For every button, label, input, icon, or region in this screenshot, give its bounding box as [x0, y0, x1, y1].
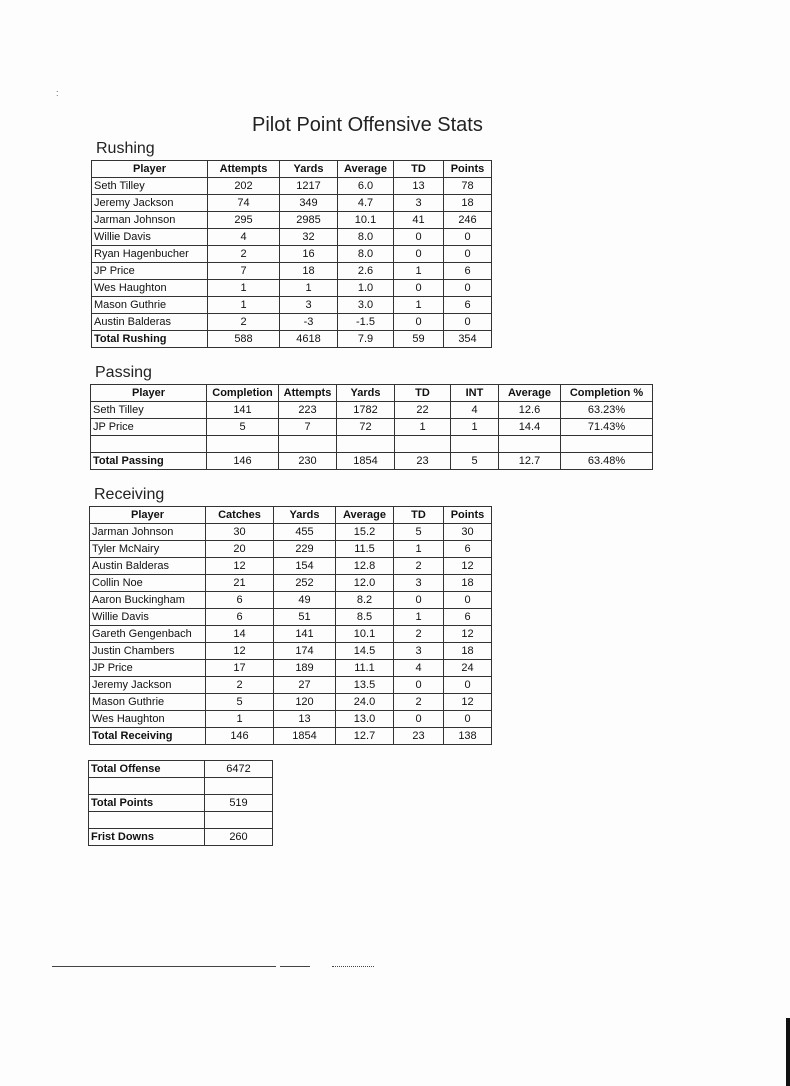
player-name: Mason Guthrie — [90, 694, 206, 711]
stat-cell: 2985 — [280, 212, 338, 229]
player-name: Seth Tilley — [91, 402, 207, 419]
stat-cell: 2.6 — [338, 263, 394, 280]
player-name: Ryan Hagenbucher — [92, 246, 208, 263]
total-value: 12.7 — [499, 453, 561, 470]
receiving-heading: Receiving — [94, 486, 165, 503]
stat-cell: 78 — [444, 178, 492, 195]
total-value: 7.9 — [338, 331, 394, 348]
stat-cell: 1 — [394, 297, 444, 314]
table-row — [92, 280, 492, 297]
player-name: Seth Tilley — [92, 178, 208, 195]
total-value: 146 — [207, 453, 279, 470]
stat-cell: 0 — [394, 711, 444, 728]
stat-cell — [279, 436, 337, 453]
stat-cell: 0 — [394, 246, 444, 263]
table-row — [90, 558, 492, 575]
stat-cell: 0 — [444, 592, 492, 609]
stat-cell: 4 — [394, 660, 444, 677]
table-row — [90, 711, 492, 728]
player-name: Austin Balderas — [92, 314, 208, 331]
player-name: Collin Noe — [90, 575, 206, 592]
rushing-heading: Rushing — [96, 140, 155, 157]
stat-cell: 1 — [395, 419, 451, 436]
player-name: Mason Guthrie — [92, 297, 208, 314]
stat-cell: 295 — [208, 212, 280, 229]
stat-cell: 8.2 — [336, 592, 394, 609]
stat-cell: 141 — [274, 626, 336, 643]
table-row — [90, 694, 492, 711]
table-row — [90, 541, 492, 558]
summary-label: Total Offense — [89, 761, 205, 778]
summary-label — [89, 812, 205, 829]
stat-cell: 74 — [208, 195, 280, 212]
stat-cell: 0 — [394, 229, 444, 246]
column-header: Attempts — [208, 161, 280, 178]
table-row — [90, 677, 492, 694]
stat-cell: 7 — [279, 419, 337, 436]
stat-cell: 6.0 — [338, 178, 394, 195]
table-row — [92, 178, 492, 195]
column-header: INT — [451, 385, 499, 402]
summary-row — [89, 778, 273, 795]
stat-cell: 63.23% — [561, 402, 653, 419]
table-row — [91, 436, 653, 453]
stat-cell: 71.43% — [561, 419, 653, 436]
player-name: Justin Chambers — [90, 643, 206, 660]
total-value: 23 — [395, 453, 451, 470]
column-header: Player — [92, 161, 208, 178]
total-value: 138 — [444, 728, 492, 745]
column-header: Average — [499, 385, 561, 402]
total-label: Total Receiving — [90, 728, 206, 745]
player-name: Willie Davis — [92, 229, 208, 246]
stat-cell: 0 — [394, 677, 444, 694]
player-name: JP Price — [91, 419, 207, 436]
stat-cell: 11.1 — [336, 660, 394, 677]
stat-cell: 30 — [206, 524, 274, 541]
total-label: Total Rushing — [92, 331, 208, 348]
player-name: Jeremy Jackson — [92, 195, 208, 212]
stat-cell: 8.5 — [336, 609, 394, 626]
stat-cell: 1782 — [337, 402, 395, 419]
table-row — [91, 419, 653, 436]
player-name: Wes Haughton — [90, 711, 206, 728]
stat-cell: 246 — [444, 212, 492, 229]
table-row — [90, 643, 492, 660]
column-header: Player — [91, 385, 207, 402]
stat-cell: 13.0 — [336, 711, 394, 728]
player-name: Jarman Johnson — [90, 524, 206, 541]
stat-cell: 3 — [394, 643, 444, 660]
stat-cell: 1 — [451, 419, 499, 436]
summary-table — [88, 760, 273, 846]
table-row — [92, 195, 492, 212]
stat-cell: 5 — [394, 524, 444, 541]
stat-cell: 10.1 — [336, 626, 394, 643]
stat-cell: 1.0 — [338, 280, 394, 297]
passing-table — [90, 384, 653, 470]
summary-value — [205, 778, 273, 795]
receiving-table — [89, 506, 492, 745]
stat-cell: 41 — [394, 212, 444, 229]
total-value: 4618 — [280, 331, 338, 348]
stat-cell: 49 — [274, 592, 336, 609]
stat-cell: 252 — [274, 575, 336, 592]
player-name: Jarman Johnson — [92, 212, 208, 229]
stat-cell: 0 — [444, 711, 492, 728]
table-row — [90, 524, 492, 541]
stat-cell — [337, 436, 395, 453]
player-name: Tyler McNairy — [90, 541, 206, 558]
stat-cell: 8.0 — [338, 246, 394, 263]
stat-cell: 12 — [444, 694, 492, 711]
stat-cell: 6 — [206, 592, 274, 609]
total-value: 1854 — [337, 453, 395, 470]
stat-cell: 0 — [394, 280, 444, 297]
stat-cell: 141 — [207, 402, 279, 419]
column-header: Completion % — [561, 385, 653, 402]
stat-cell — [395, 436, 451, 453]
total-value: 63.48% — [561, 453, 653, 470]
player-name: Gareth Gengenbach — [90, 626, 206, 643]
stat-cell: 30 — [444, 524, 492, 541]
stat-cell: 202 — [208, 178, 280, 195]
stat-cell: 27 — [274, 677, 336, 694]
stat-cell: 14.5 — [336, 643, 394, 660]
divider-line — [52, 966, 276, 967]
stat-cell: 349 — [280, 195, 338, 212]
summary-value: 6472 — [205, 761, 273, 778]
table-row — [92, 297, 492, 314]
stat-cell — [499, 436, 561, 453]
stat-cell: 13.5 — [336, 677, 394, 694]
rushing-table — [91, 160, 492, 348]
summary-label: Total Points — [89, 795, 205, 812]
stat-cell: 6 — [444, 541, 492, 558]
stat-cell: 18 — [444, 575, 492, 592]
stat-cell: 2 — [394, 626, 444, 643]
stat-cell: 12.0 — [336, 575, 394, 592]
stat-cell: 0 — [394, 314, 444, 331]
total-value: 59 — [394, 331, 444, 348]
player-name: JP Price — [90, 660, 206, 677]
stat-cell: 72 — [337, 419, 395, 436]
stat-cell: 13 — [394, 178, 444, 195]
stat-cell: 154 — [274, 558, 336, 575]
stat-cell: 3 — [394, 575, 444, 592]
stat-cell: 12 — [206, 558, 274, 575]
stat-cell: 0 — [444, 677, 492, 694]
player-name: JP Price — [92, 263, 208, 280]
table-row — [90, 592, 492, 609]
stat-cell: 18 — [444, 643, 492, 660]
page-title: Pilot Point Offensive Stats — [252, 114, 483, 136]
stat-cell: 120 — [274, 694, 336, 711]
summary-label — [89, 778, 205, 795]
player-name: Willie Davis — [90, 609, 206, 626]
total-value: 146 — [206, 728, 274, 745]
stat-cell: 229 — [274, 541, 336, 558]
total-rushing-row — [92, 331, 492, 348]
player-name: Aaron Buckingham — [90, 592, 206, 609]
stat-cell: 2 — [206, 677, 274, 694]
player-name — [91, 436, 207, 453]
stat-cell: 1 — [208, 297, 280, 314]
stat-cell: 2 — [394, 558, 444, 575]
stat-cell — [561, 436, 653, 453]
stat-cell: 24.0 — [336, 694, 394, 711]
stat-cell: 1 — [394, 541, 444, 558]
header-row — [90, 507, 492, 524]
stat-cell: 3.0 — [338, 297, 394, 314]
table-row — [90, 626, 492, 643]
stat-cell: 8.0 — [338, 229, 394, 246]
column-header: Attempts — [279, 385, 337, 402]
stat-cell: 12 — [444, 558, 492, 575]
total-value: 12.7 — [336, 728, 394, 745]
stat-cell: 24 — [444, 660, 492, 677]
column-header: Average — [336, 507, 394, 524]
stat-cell: 1217 — [280, 178, 338, 195]
stat-cell: 2 — [394, 694, 444, 711]
stat-cell: 14 — [206, 626, 274, 643]
stat-cell: 189 — [274, 660, 336, 677]
column-header: Points — [444, 507, 492, 524]
stat-cell: 12 — [206, 643, 274, 660]
scan-edge — [786, 1018, 790, 1086]
stat-cell: 6 — [444, 263, 492, 280]
summary-row — [89, 761, 273, 778]
stat-cell: 32 — [280, 229, 338, 246]
summary-row — [89, 829, 273, 846]
stat-cell: 12 — [444, 626, 492, 643]
total-value: 230 — [279, 453, 337, 470]
stat-cell: 22 — [395, 402, 451, 419]
stat-cell: 21 — [206, 575, 274, 592]
total-value: 588 — [208, 331, 280, 348]
header-row — [92, 161, 492, 178]
stat-cell: 0 — [444, 314, 492, 331]
stray-mark: : — [56, 88, 59, 98]
total-value: 354 — [444, 331, 492, 348]
stat-cell: 2 — [208, 246, 280, 263]
total-receiving-row — [90, 728, 492, 745]
total-value: 1854 — [274, 728, 336, 745]
stat-cell — [207, 436, 279, 453]
stat-cell: 20 — [206, 541, 274, 558]
column-header: Completion — [207, 385, 279, 402]
column-header: Average — [338, 161, 394, 178]
stat-cell: 1 — [208, 280, 280, 297]
stat-cell: 11.5 — [336, 541, 394, 558]
table-row — [92, 229, 492, 246]
stat-cell: 18 — [280, 263, 338, 280]
passing-heading: Passing — [95, 364, 152, 381]
summary-row — [89, 795, 273, 812]
stat-cell: 174 — [274, 643, 336, 660]
player-name: Wes Haughton — [92, 280, 208, 297]
stat-cell: 1 — [280, 280, 338, 297]
stat-cell: 1 — [394, 263, 444, 280]
player-name: Austin Balderas — [90, 558, 206, 575]
stat-cell: 6 — [444, 609, 492, 626]
stat-cell: 223 — [279, 402, 337, 419]
stat-cell: 0 — [394, 592, 444, 609]
stat-cell: 13 — [274, 711, 336, 728]
divider-line — [280, 966, 310, 967]
summary-row — [89, 812, 273, 829]
stat-cell: 5 — [207, 419, 279, 436]
table-row — [92, 246, 492, 263]
stat-cell: 12.6 — [499, 402, 561, 419]
stat-cell: 2 — [208, 314, 280, 331]
stat-cell: 4 — [451, 402, 499, 419]
stat-cell: 14.4 — [499, 419, 561, 436]
stat-cell: 3 — [394, 195, 444, 212]
summary-value: 519 — [205, 795, 273, 812]
stat-cell: 6 — [444, 297, 492, 314]
stat-cell: 3 — [280, 297, 338, 314]
stat-cell: 16 — [280, 246, 338, 263]
stat-cell: 1 — [394, 609, 444, 626]
column-header: TD — [395, 385, 451, 402]
stat-cell: 455 — [274, 524, 336, 541]
stat-cell: 51 — [274, 609, 336, 626]
column-header: Catches — [206, 507, 274, 524]
column-header: TD — [394, 507, 444, 524]
table-row — [91, 402, 653, 419]
table-row — [90, 660, 492, 677]
stat-cell: 1 — [206, 711, 274, 728]
stat-cell: 17 — [206, 660, 274, 677]
table-row — [92, 212, 492, 229]
column-header: TD — [394, 161, 444, 178]
stat-cell: 4.7 — [338, 195, 394, 212]
column-header: Player — [90, 507, 206, 524]
stat-cell: -3 — [280, 314, 338, 331]
column-header: Yards — [274, 507, 336, 524]
stat-cell: 0 — [444, 229, 492, 246]
stat-cell: 4 — [208, 229, 280, 246]
column-header: Yards — [337, 385, 395, 402]
total-label: Total Passing — [91, 453, 207, 470]
divider-line — [332, 966, 374, 967]
stat-cell: 7 — [208, 263, 280, 280]
stat-cell: 12.8 — [336, 558, 394, 575]
total-value: 23 — [394, 728, 444, 745]
summary-value: 260 — [205, 829, 273, 846]
header-row — [91, 385, 653, 402]
stat-cell: 15.2 — [336, 524, 394, 541]
table-row — [90, 609, 492, 626]
total-passing-row — [91, 453, 653, 470]
column-header: Yards — [280, 161, 338, 178]
stat-cell: 6 — [206, 609, 274, 626]
table-row — [92, 263, 492, 280]
table-row — [90, 575, 492, 592]
stat-cell: -1.5 — [338, 314, 394, 331]
player-name: Jeremy Jackson — [90, 677, 206, 694]
stat-cell: 10.1 — [338, 212, 394, 229]
column-header: Points — [444, 161, 492, 178]
stat-cell: 0 — [444, 280, 492, 297]
stat-cell: 5 — [206, 694, 274, 711]
stat-cell — [451, 436, 499, 453]
table-row — [92, 314, 492, 331]
stat-cell: 0 — [444, 246, 492, 263]
summary-label: Frist Downs — [89, 829, 205, 846]
total-value: 5 — [451, 453, 499, 470]
stat-cell: 18 — [444, 195, 492, 212]
summary-value — [205, 812, 273, 829]
